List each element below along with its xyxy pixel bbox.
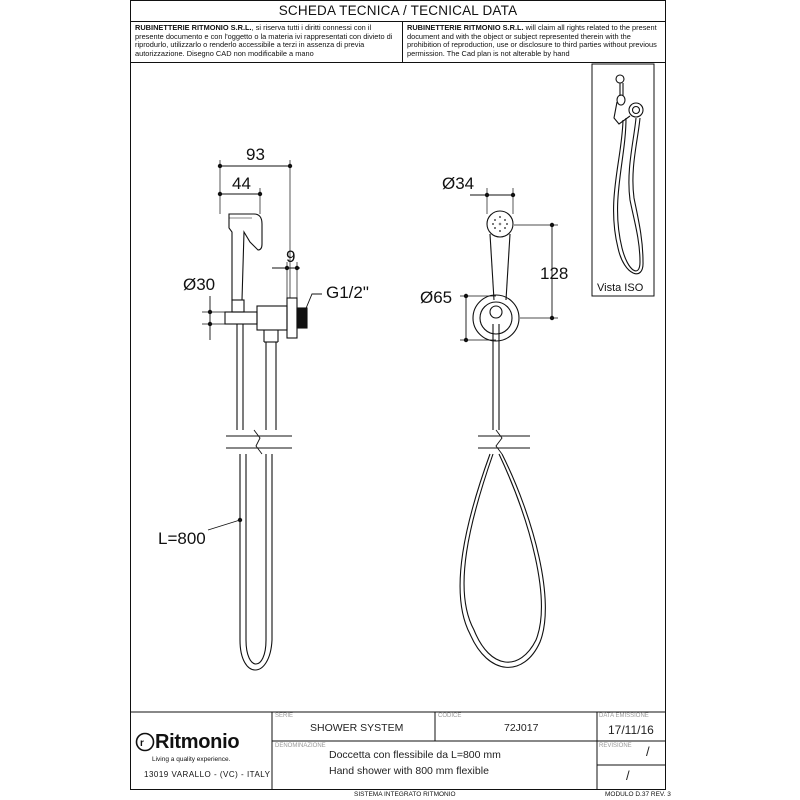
svg-text:r: r	[140, 738, 144, 749]
brand-tagline: Living a quality experience.	[152, 756, 231, 763]
description-it: Doccetta con flessibile da L=800 mm	[329, 749, 501, 761]
dim-thread: G1/2"	[326, 283, 369, 302]
notice-en-company: RUBINETTERIE RITMONIO S.R.L.	[407, 23, 524, 32]
brand-address: 13019 VARALLO - (VC) - ITALY	[144, 770, 271, 779]
dim-spray-diameter: Ø34	[442, 174, 475, 193]
dim-handle-depth: 44	[232, 174, 251, 193]
date-value: 17/11/16	[608, 723, 654, 737]
brand-name: Ritmonio	[155, 731, 240, 753]
revision-caption: REVISIONE	[599, 743, 632, 749]
notice-it-text: si riserva tutti i diritti connessi con il presente documento e con l'oggetto o la materia ivi rappresentati con divieto di riprodurlo, utilizzarlo o renderlo accessibile a terzi in assenza di previa autorizzazione. Disegno CAD non modificabile a mano	[135, 23, 393, 58]
description-en: Hand shower with 800 mm flexible	[329, 765, 489, 777]
code-caption: CODICE	[438, 713, 462, 719]
dim-connection-diameter: Ø30	[183, 275, 216, 294]
name-caption: DENOMINAZIONE	[275, 743, 326, 749]
notice-en-text: will claim all rights related to the present document and with the object or subject represented therein with the prohibition of reproduction, use or disclosure to third parties without previous permission. The Cad plan is not alterable by hand	[407, 23, 657, 58]
revision-value-2: /	[626, 768, 630, 783]
copyright-notice-it: RUBINETTERIE RITMONIO S.R.L., si riserva tutti i diritti connessi con il presente documento e con l'oggetto o la materia ivi rappresentati con divieto di riprodurlo, utilizzarlo o renderlo accessibile a terzi in assenza di previa autorizzazione. Disegno CAD non modificabile a mano	[131, 21, 403, 63]
series-value: SHOWER SYSTEM	[310, 722, 404, 734]
date-caption: DATA EMISSIONE	[599, 713, 649, 719]
dim-height: 128	[540, 264, 569, 283]
dim-overall-depth: 93	[246, 145, 265, 164]
sheet-title: SCHEDA TECNICA / TECNICAL DATA	[131, 1, 665, 22]
technical-sheet	[130, 0, 666, 790]
revision-value-1: /	[646, 744, 650, 759]
dim-flange-offset: 9	[286, 247, 296, 266]
footer-module: MODULO D.37 REV. 3	[605, 791, 671, 798]
dim-flange-diameter: Ø65	[420, 288, 453, 307]
series-caption: SERIE	[275, 713, 294, 719]
title-block	[130, 712, 666, 790]
notice-it-company: RUBINETTERIE RITMONIO S.R.L.	[135, 23, 252, 32]
copyright-notice-en	[403, 21, 665, 63]
footer-system: SISTEMA INTEGRATO RITMONIO	[354, 791, 456, 798]
dim-hose-length: L=800	[158, 529, 206, 548]
code-value: 72J017	[504, 722, 539, 734]
iso-view-label: Vista ISO	[597, 282, 644, 294]
